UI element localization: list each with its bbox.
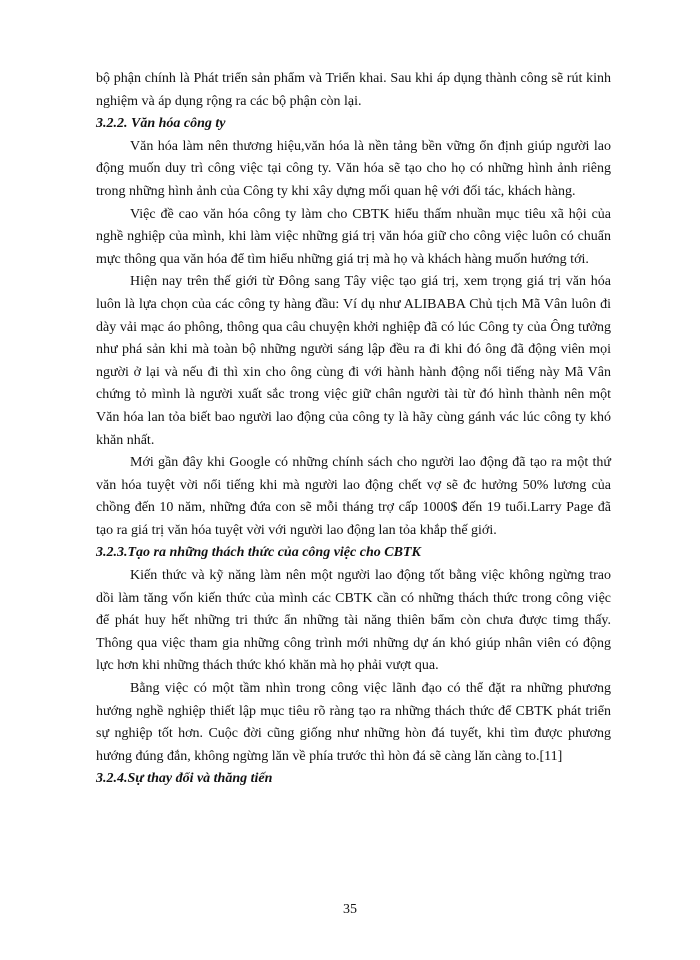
section-heading: 3.2.3.Tạo ra những thách thức của công việc cho CBTK	[96, 545, 421, 561]
section-heading: 3.2.2. Văn hóa công ty	[96, 116, 226, 132]
page-number: 35	[343, 902, 357, 917]
section-heading: 3.2.4.Sự thay đổi và thăng tiến	[96, 771, 273, 787]
paragraph: bộ phận chính là Phát triển sản phẩm và Triển khai. Sau khi áp dụng thành công sẽ rút kinh nghiệm và áp dụng rộng ra các bộ phận còn lại.	[96, 71, 611, 109]
paragraph: Mới gần đây khi Google có những chính sách cho người lao động đã tạo ra một thứ văn hóa tuyệt vời nổi tiếng khi mà người lao động chết vợ sẽ đc hưởng 50% lương của chồng đến 10 năm, những đứa con sẽ mỗi tháng trợ cấp 1000$ đến 19 tuổi.Larry Page đã tạo ra giá trị văn hóa tuyệt vời với người lao động lan tỏa khắp thế giới.	[96, 455, 611, 538]
paragraph: Việc đề cao văn hóa công ty làm cho CBTK hiểu thấm nhuần mục tiêu xã hội của nghề nghiệp của mình, khi làm việc những giá trị văn hóa giữ cho công việc luôn có chuẩn mực thông qua văn hóa để tìm hiểu những giá trị mà họ và khách hàng muốn hướng tới.	[96, 206, 611, 267]
paragraph: Hiện nay trên thế giới từ Đông sang Tây việc tạo giá trị, xem trọng giá trị văn hóa luôn là lựa chọn của các công ty hàng đầu: Ví dụ như ALIBABA Chủ tịch Mã Vân luôn đi dày vải mạc áo phông, thông qua câu chuyện khởi nghiệp đã có lúc Công ty của Ông tưởng như phá sản khi mà toàn bộ những người sáng lập đều ra đi khi đó ông đã động viên mọi người ở lại và nếu đi thì xin cho ông cùng đi với hành hành động nổi tiếng này Mã Vân chứng tỏ mình là người xuất sắc trong việc giữ chân người tài từ đó hình thành nên một Văn hóa lan tỏa biết bao người lao động của công ty là hãy cùng gánh vác lúc công ty khó khăn nhất.	[96, 274, 611, 448]
body-text	[96, 68, 611, 791]
paragraph: Bằng việc có một tầm nhìn trong công việc lãnh đạo có thể đặt ra những phương hướng nghề nghiệp thiết lập mục tiêu rõ ràng tạo ra những thách thức để CBTK phát triển sự nghiệp tốt hơn. Cuộc đời cũng giống như những hòn đá tuyết, khi tìm được phương hướng đúng đắn, không ngừng lăn về phía trước thì hòn đá sẽ càng lăn càng to.[11]	[96, 681, 611, 764]
paragraph: Kiến thức và kỹ năng làm nên một người lao động tốt bằng việc không ngừng trao dồi làm tăng vốn kiến thức của mình các CBTK cần có những thách thức trong công việc để phát huy hết những tri thức ẩn những tài năng thiên bẩm còn chưa được timg thấy. Thông qua việc tham gia những công trình mới những dự án khó giúp nhân viên có động lực hơn khi những thách thức khó khăn mà họ phải vượt qua.	[96, 568, 611, 674]
paragraph: Văn hóa làm nên thương hiệu,văn hóa là nền tảng bền vững ổn định giúp người lao động muốn duy trì công việc tại công ty. Văn hóa sẽ tạo cho họ có những hình ảnh riêng trong những hình ảnh của Công ty khi xây dựng mối quan hệ với đối tác, khách hàng.	[96, 138, 611, 199]
